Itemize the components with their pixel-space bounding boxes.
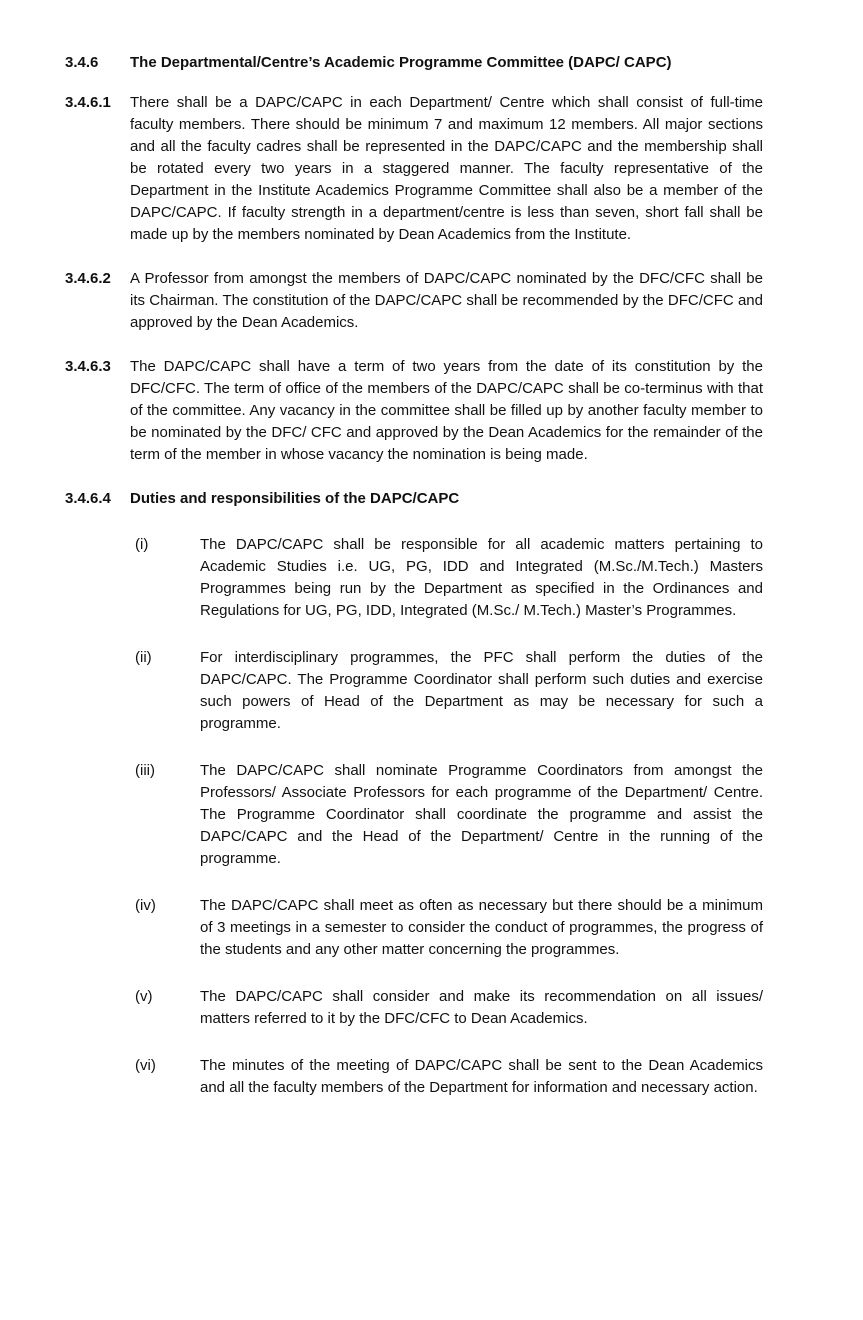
list-item-label: (iv) bbox=[135, 897, 156, 914]
list-item-iii bbox=[135, 760, 763, 870]
list-item-text: The minutes of the meeting of DAPC/CAPC shall be sent to the Dean Academics and all the faculty members of the Department for information and necessary action. bbox=[200, 1057, 763, 1096]
section-text: A Professor from amongst the members of DAPC/CAPC nominated by the DFC/CFC shall be its Chairman. The constitution of the DAPC/CAPC shall be recommended by the DFC/CFC and approved by the Dean Academics. bbox=[130, 270, 763, 331]
list-item-label: (iii) bbox=[135, 762, 155, 779]
list-item-label: (v) bbox=[135, 988, 153, 1005]
list-item-label: (vi) bbox=[135, 1057, 156, 1074]
section-title: Duties and responsibilities of the DAPC/CAPC bbox=[130, 490, 460, 507]
list-item-ii bbox=[135, 647, 763, 735]
list-item-vi bbox=[135, 1055, 763, 1099]
duties-list bbox=[135, 534, 763, 1099]
section-number: 3.4.6.4 bbox=[65, 490, 111, 507]
section-paragraph-3-4-6-3 bbox=[65, 356, 763, 466]
list-item-v bbox=[135, 986, 763, 1030]
list-item-text: The DAPC/CAPC shall be responsible for all academic matters pertaining to Academic Studies i.e. UG, PG, IDD and Integrated (M.Sc./M.Tech.) Masters Programmes being run by the Department as specified in the Ordinances and Regulations for UG, PG, IDD, Integrated (M.Sc./ M.Tech.) Master’s Programmes. bbox=[200, 536, 763, 619]
section-paragraph-3-4-6-1 bbox=[65, 92, 763, 246]
section-text: There shall be a DAPC/CAPC in each Department/ Centre which shall consist of full-time faculty members. There should be minimum 7 and maximum 12 members. All major sections and all the faculty cadres shall be represented in the DAPC/CAPC and the membership shall be rotated every two years in a staggered manner. The faculty representative of the Department in the Institute Academics Programme Committee shall also be a member of the DAPC/CAPC. If faculty strength in a department/centre is less than seven, short fall shall be made up by the members nominated by Dean Academics from the Institute. bbox=[130, 94, 763, 243]
section-heading bbox=[65, 52, 763, 74]
list-item-label: (ii) bbox=[135, 649, 152, 666]
list-item-text: For interdisciplinary programmes, the PFC shall perform the duties of the DAPC/CAPC. The Programme Coordinator shall perform such duties and exercise such powers of Head of the Department as may be necessary for such a programme. bbox=[200, 649, 763, 732]
section-number: 3.4.6.2 bbox=[65, 270, 111, 287]
section-paragraph-3-4-6-2 bbox=[65, 268, 763, 334]
section-subheading-3-4-6-4 bbox=[65, 488, 763, 510]
list-item-text: The DAPC/CAPC shall meet as often as necessary but there should be a minimum of 3 meetings in a semester to consider the conduct of programmes, the progress of the students and any other matter concerning the programmes. bbox=[200, 897, 763, 958]
section-number: 3.4.6.1 bbox=[65, 94, 111, 111]
section-number: 3.4.6.3 bbox=[65, 358, 111, 375]
heading-title: The Departmental/Centre’s Academic Programme Committee (DAPC/ CAPC) bbox=[130, 54, 672, 71]
list-item-iv bbox=[135, 895, 763, 961]
list-item-i bbox=[135, 534, 763, 622]
list-item-label: (i) bbox=[135, 536, 149, 553]
list-item-text: The DAPC/CAPC shall consider and make its recommendation on all issues/ matters referred to it by the DFC/CFC to Dean Academics. bbox=[200, 988, 763, 1027]
list-item-text: The DAPC/CAPC shall nominate Programme Coordinators from amongst the Professors/ Associate Professors for each programme of the Department/ Centre. The Programme Coordinator shall coordinate the programme and assist the DAPC/CAPC and the Head of the Department/ Centre in the running of the programme. bbox=[200, 762, 763, 867]
heading-number: 3.4.6 bbox=[65, 54, 99, 71]
section-text: The DAPC/CAPC shall have a term of two years from the date of its constitution by the DFC/CFC. The term of office of the members of the DAPC/CAPC shall be co-terminus with that of the committee. Any vacancy in the committee shall be filled up by another faculty member to be nominated by the DFC/ CFC and approved by the Dean Academics for the remainder of the term of the member in whose vacancy the nomination is being made. bbox=[130, 358, 763, 463]
